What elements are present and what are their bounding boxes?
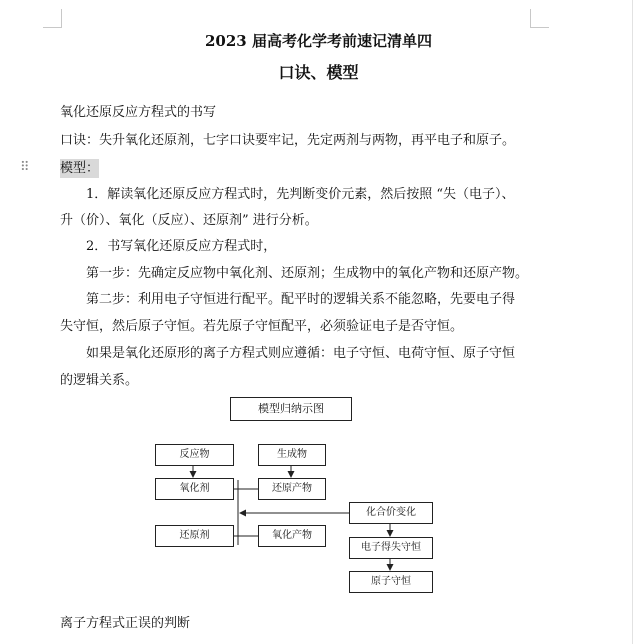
drag-handle-icon[interactable]: ⠿ [20,160,29,175]
step-2-line-2: 失守恒，然后原子守恒。若先原子守恒配平，必须验证电子是否守恒。 [60,319,464,334]
box-atom-conservation: 原子守恒 [349,571,433,593]
box-reductant: 还原剂 [155,525,234,547]
document-title: 2023 届高考化学考前速记清单四 [205,32,432,50]
model-label-text: 模型： [60,161,100,176]
box-valence-change: 化合价变化 [349,502,433,524]
box-product: 生成物 [258,444,326,466]
mnemonic-line: 口诀：失升氧化还原剂，七字口诀要牢记，先定两剂与两物，再平电子和原子。 [60,133,516,148]
section-heading-redox: 氧化还原反应方程式的书写 [60,105,217,120]
section-heading-ionic: 离子方程式正误的判断 [60,616,191,631]
box-electron-conservation: 电子得失守恒 [349,537,433,559]
page-edge [632,0,633,644]
page-corner-mark-right [530,9,549,28]
paragraph-1-line-1: 1．解读氧化还原反应方程式时，先判断变价元素，然后按照 “失（电子）、 [86,187,515,202]
document-subtitle: 口诀、模型 [278,63,359,82]
page-corner-mark-left [43,9,62,28]
box-reactant: 反应物 [155,444,234,466]
ionic-line-2: 的逻辑关系。 [60,373,139,388]
paragraph-2: 2．书写氧化还原反应方程式时， [86,239,277,254]
ionic-line-1: 如果是氧化还原形的离子方程式则应遵循：电子守恒、电荷守恒、原子守恒 [86,346,516,361]
model-label [60,160,99,178]
diagram-title: 模型归纳示图 [230,397,352,421]
box-reduction-product: 还原产物 [258,478,326,500]
box-oxidant: 氧化剂 [155,478,234,500]
step-1: 第一步：先确定反应物中氧化剂、还原剂；生成物中的氧化产物和还原产物。 [86,266,529,281]
step-2-line-1: 第二步：利用电子守恒进行配平。配平时的逻辑关系不能忽略，先要电子得 [86,292,516,307]
box-oxidation-product: 氧化产物 [258,525,326,547]
paragraph-1-line-2: 升（价）、氧化（反应）、还原剂” 进行分析。 [60,213,318,228]
